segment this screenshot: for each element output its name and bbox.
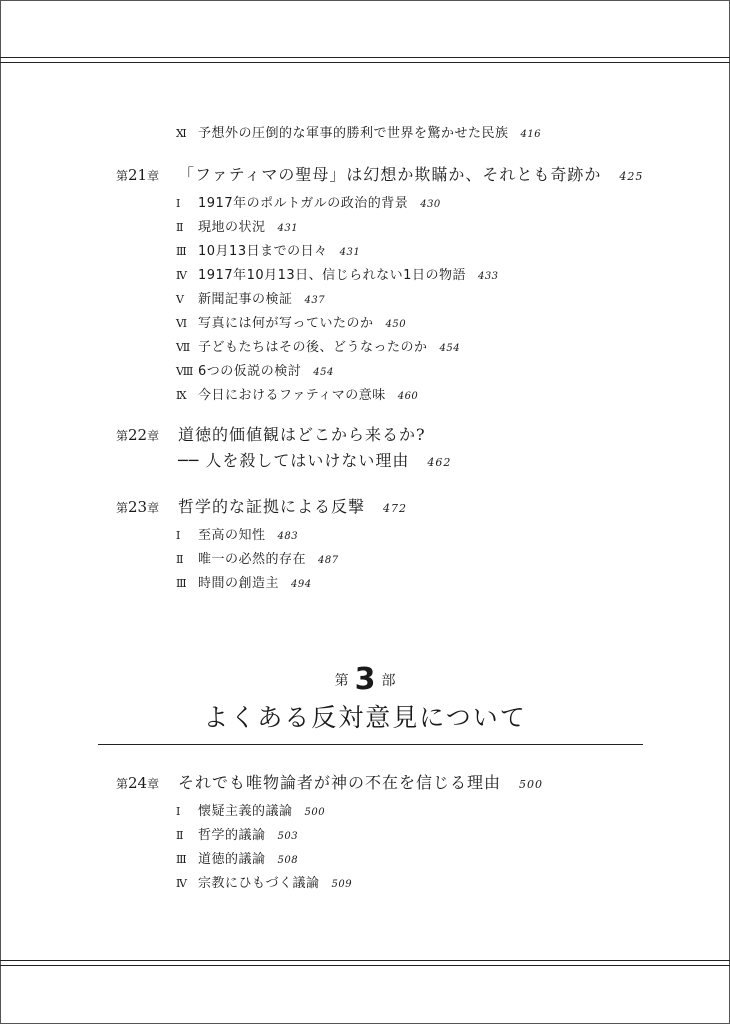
- top-double-rule: [0, 57, 730, 63]
- toc-item[interactable]: [176, 288, 325, 307]
- item-number: Ⅲ: [176, 853, 188, 866]
- item-page: 500: [304, 807, 326, 818]
- item-title: 6つの仮説の検討: [198, 364, 302, 379]
- item-page: 487: [318, 555, 339, 566]
- item-page: 433: [477, 271, 499, 282]
- part-number: 第 3 部: [334, 662, 396, 697]
- item-title: 子どもたちはその後、どうなったのか: [198, 340, 428, 355]
- item-number: Ⅰ: [176, 197, 181, 210]
- toc-item[interactable]: [176, 572, 312, 591]
- item-page: 450: [385, 319, 407, 330]
- item-title: 唯一の必然的存在: [198, 552, 307, 567]
- item-title: 懐疑主義的議論: [198, 804, 293, 819]
- item-title: 宗教にひもづく議論: [198, 876, 320, 891]
- item-number: Ⅶ: [176, 341, 191, 354]
- item-page: 431: [277, 223, 299, 234]
- item-number: Ⅱ: [176, 221, 184, 234]
- item-page: 430: [420, 199, 441, 210]
- item-number: Ⅲ: [176, 245, 188, 258]
- chapter-24-heading[interactable]: [116, 770, 543, 793]
- item-number: Ⅳ: [176, 269, 188, 282]
- item-title: 時間の創造主: [198, 576, 280, 591]
- chapter-21-heading[interactable]: [116, 162, 643, 185]
- chapter-title: 道徳的価値観はどこから来るか?: [178, 425, 426, 444]
- item-number: Ⅴ: [176, 293, 185, 306]
- item-page: 454: [439, 343, 461, 354]
- item-number: Ⅸ: [176, 389, 188, 402]
- toc-item[interactable]: [176, 264, 499, 283]
- item-title: 新聞記事の検証: [198, 292, 293, 307]
- chapter-23-heading[interactable]: [116, 494, 407, 517]
- chapter-subtitle: ── 人を殺してはいけない理由: [178, 451, 410, 470]
- item-title: 現地の状況: [198, 220, 266, 235]
- item-title: 道徳的議論: [198, 852, 266, 867]
- item-number: Ⅵ: [176, 317, 188, 330]
- item-number: Ⅱ: [176, 553, 184, 566]
- item-title: 1917年10月13日、信じられない1日の物語: [198, 268, 466, 283]
- chapter-number: 第23章: [116, 498, 160, 516]
- item-page: 494: [291, 579, 312, 590]
- part-divider: [98, 744, 643, 745]
- item-page: 460: [397, 391, 419, 402]
- toc-item[interactable]: [176, 800, 325, 819]
- item-page: 483: [277, 531, 299, 542]
- toc-item[interactable]: [176, 192, 441, 211]
- chapter-page: 472: [383, 502, 408, 515]
- item-page: 509: [331, 879, 353, 890]
- toc-item[interactable]: [176, 240, 360, 259]
- item-number: Ⅰ: [176, 529, 181, 542]
- item-page: 416: [520, 129, 542, 140]
- toc-item[interactable]: [176, 384, 418, 403]
- chapter-22-subtitle[interactable]: [178, 448, 451, 471]
- chapter-page: 462: [427, 456, 452, 469]
- toc-item[interactable]: [176, 216, 298, 235]
- item-number: Ⅱ: [176, 829, 184, 842]
- chapter-title: 哲学的な証拠による反撃: [178, 497, 366, 516]
- toc-item[interactable]: [176, 122, 541, 141]
- item-title: 10月13日までの日々: [198, 244, 328, 259]
- item-number: Ⅺ: [176, 127, 188, 140]
- item-page: 437: [304, 295, 326, 306]
- item-title: 1917年のポルトガルの政治的背景: [198, 196, 409, 211]
- item-number: Ⅷ: [176, 365, 194, 378]
- toc-item[interactable]: [176, 336, 460, 355]
- chapter-number: 第22章: [116, 426, 160, 444]
- item-title: 哲学的議論: [198, 828, 266, 843]
- toc-item[interactable]: [176, 524, 298, 543]
- part-title: よくある反対意見について: [203, 703, 527, 732]
- chapter-number: 第24章: [116, 774, 160, 792]
- toc-item[interactable]: [176, 548, 339, 567]
- toc-item[interactable]: [176, 312, 406, 331]
- chapter-number: 第21章: [116, 166, 160, 184]
- item-number: Ⅲ: [176, 577, 188, 590]
- toc-item[interactable]: [176, 848, 298, 867]
- chapter-22-heading[interactable]: [116, 422, 426, 445]
- item-page: 508: [277, 855, 299, 866]
- item-title: 今日におけるファティマの意味: [198, 388, 386, 403]
- toc-item[interactable]: [176, 872, 352, 891]
- chapter-title: 「ファティマの聖母」は幻想か欺瞞か、それとも奇跡か: [178, 165, 602, 184]
- item-title: 予想外の圧倒的な軍事的勝利で世界を驚かせた民族: [198, 126, 509, 141]
- item-page: 431: [339, 247, 361, 258]
- toc-item[interactable]: [176, 360, 334, 379]
- toc-item[interactable]: [176, 824, 298, 843]
- item-number: Ⅰ: [176, 805, 181, 818]
- chapter-title: それでも唯物論者が神の不在を信じる理由: [178, 773, 502, 792]
- item-title: 至高の知性: [198, 528, 266, 543]
- chapter-page: 500: [519, 778, 544, 791]
- item-number: Ⅳ: [176, 877, 188, 890]
- item-title: 写真には何が写っていたのか: [198, 316, 374, 331]
- chapter-page: 425: [619, 170, 644, 183]
- item-page: 503: [277, 831, 299, 842]
- bottom-double-rule: [0, 960, 730, 966]
- item-page: 454: [313, 367, 334, 378]
